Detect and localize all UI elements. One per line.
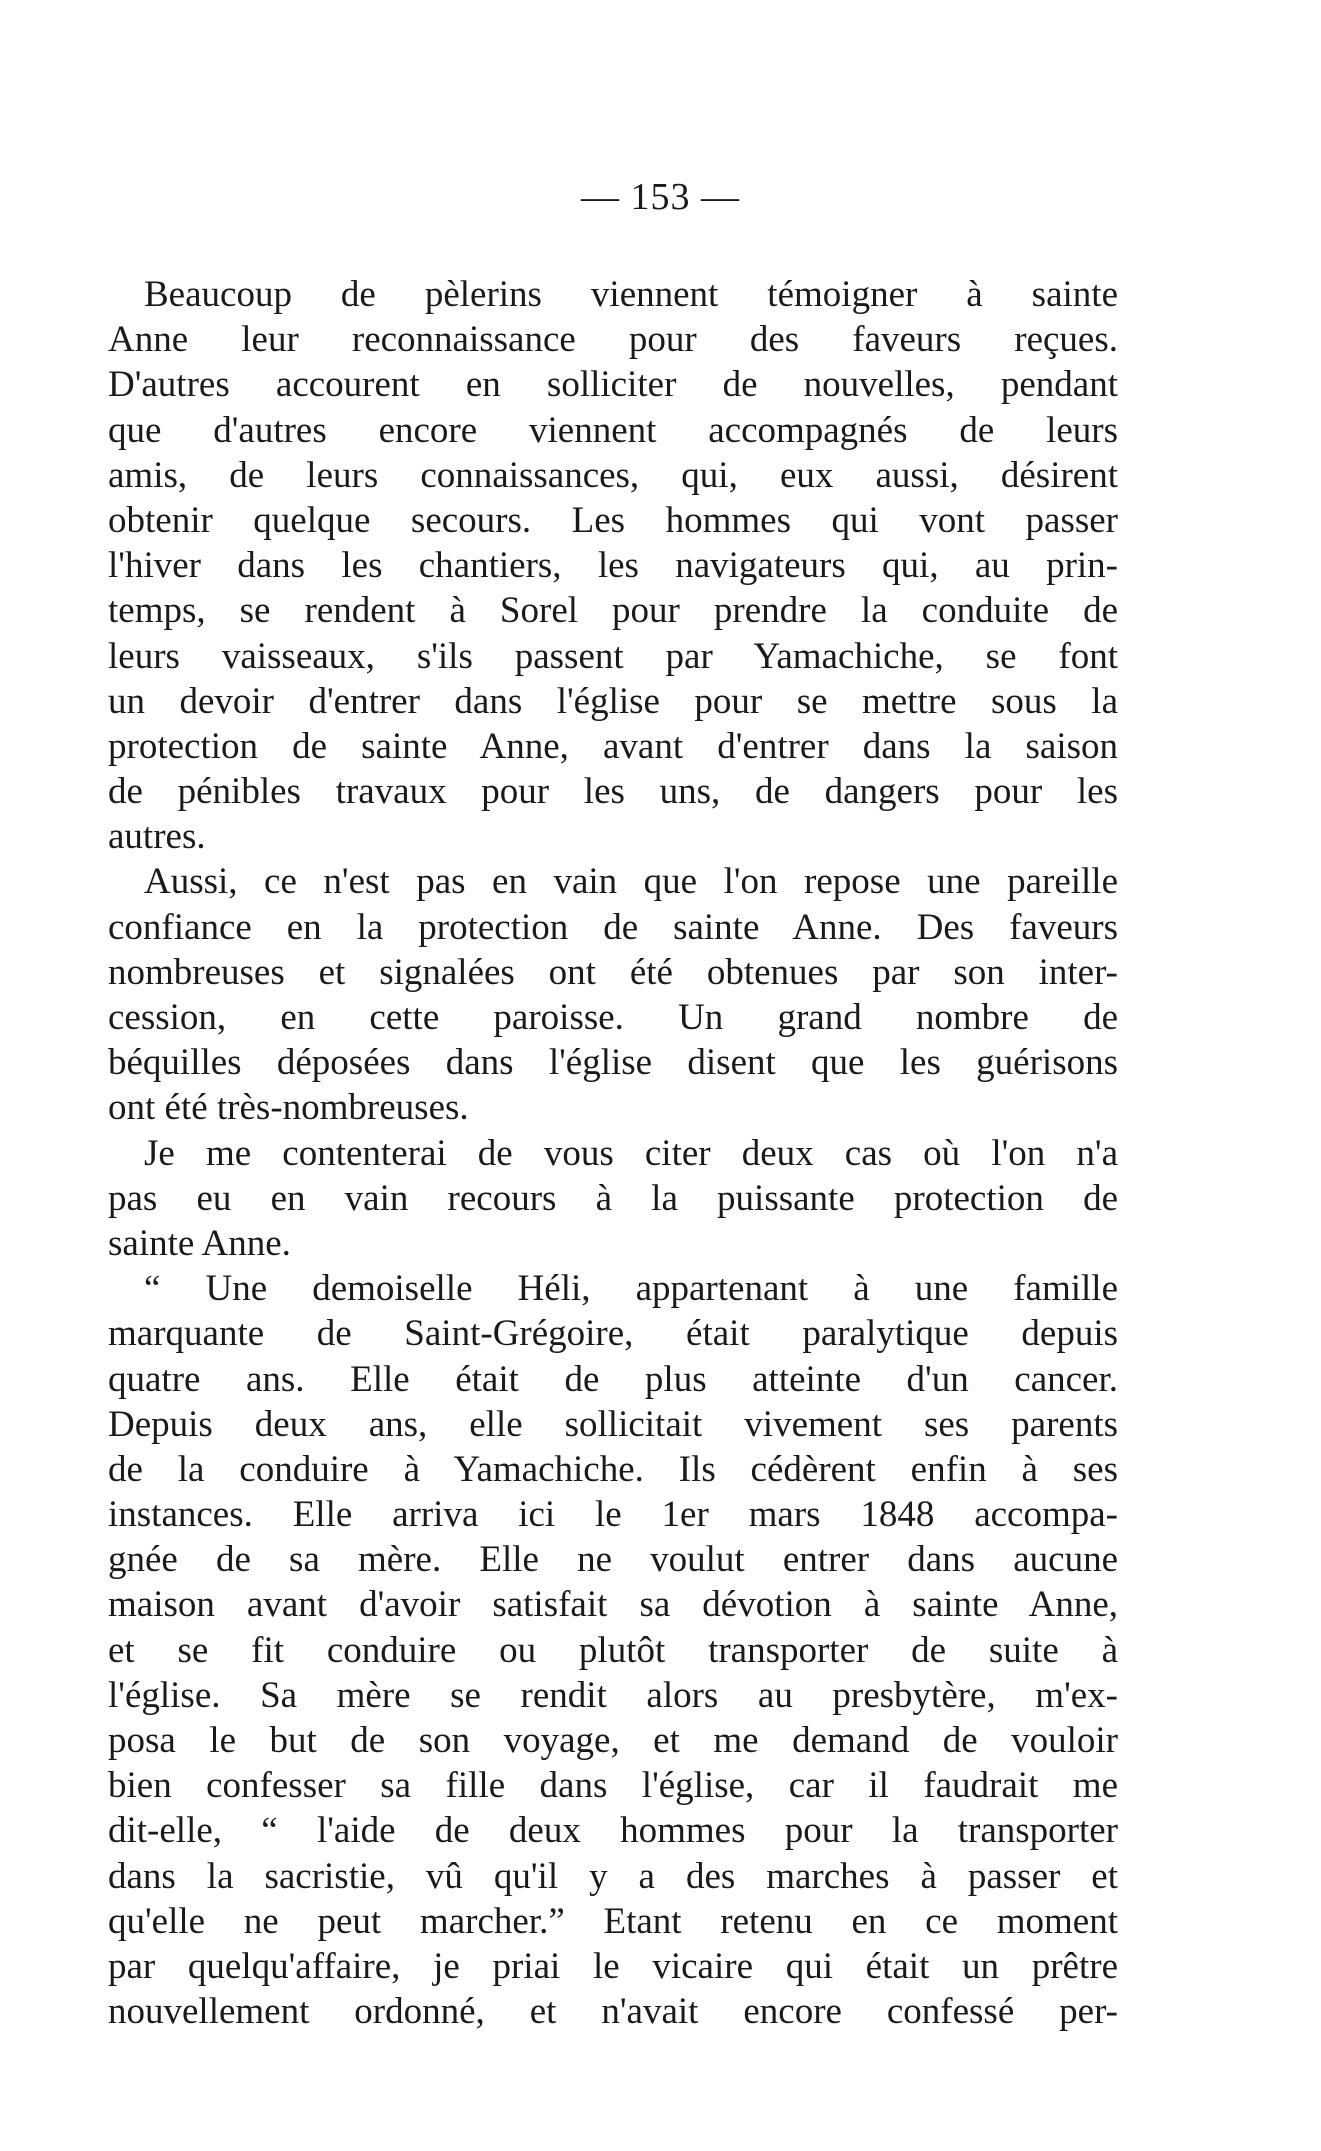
text-line: nombreuses et signalées ont été obtenues par son inter-	[108, 951, 1118, 993]
text-line: Je me contenterai de vous citer deux cas où l'on n'a	[144, 1132, 1118, 1174]
text-line: bien confesser sa fille dans l'église, car il faudrait me	[108, 1765, 1118, 1807]
text-line: Anne leur reconnaissance pour des faveurs reçues.	[108, 319, 1118, 361]
text-line: posa le but de son voyage, et me demand de vouloir	[108, 1720, 1118, 1761]
body-text	[108, 272, 1118, 2034]
text-line: leurs vaisseaux, s'ils passent par Yamachiche, se font	[108, 635, 1118, 677]
text-line: quatre ans. Elle était de plus atteinte d'un cancer.	[108, 1358, 1118, 1400]
text-line: obtenir quelque secours. Les hommes qui vont passer	[108, 499, 1118, 541]
text-line: l'hiver dans les chantiers, les navigateurs qui, au prin-	[108, 545, 1118, 587]
text-line: que d'autres encore viennent accompagnés de leurs	[108, 409, 1118, 451]
text-line: l'église. Sa mère se rendit alors au presbytère, m'ex-	[108, 1674, 1118, 1716]
text-line: marquante de Saint-Grégoire, était paralytique depuis	[108, 1313, 1118, 1355]
text-line: Beaucoup de pèlerins viennent témoigner à sainte	[144, 274, 1118, 315]
text-line: béquilles déposées dans l'église disent que les guérisons	[108, 1042, 1118, 1084]
text-line: protection de sainte Anne, avant d'entrer dans la saison	[108, 725, 1118, 767]
text-line: maison avant d'avoir satisfait sa dévotion à sainte Anne,	[108, 1584, 1118, 1626]
text-line: temps, se rendent à Sorel pour prendre la conduite de	[108, 590, 1118, 632]
text-line: un devoir d'entrer dans l'église pour se mettre sous la	[108, 680, 1118, 722]
text-line: gnée de sa mère. Elle ne voulut entrer dans aucune	[108, 1539, 1118, 1581]
text-line: Aussi, ce n'est pas en vain que l'on repose une pareille	[144, 861, 1118, 903]
text-line: dit-elle, “ l'aide de deux hommes pour la transporter	[108, 1810, 1118, 1852]
text-line: et se fit conduire ou plutôt transporter de suite à	[108, 1629, 1118, 1671]
text-line: ont été très-nombreuses.	[108, 1087, 469, 1129]
text-line: sainte Anne.	[108, 1222, 291, 1264]
text-line: Depuis deux ans, elle sollicitait vivement ses parents	[108, 1403, 1118, 1445]
text-line: par quelqu'affaire, je priai le vicaire qui était un prêtre	[108, 1945, 1118, 1987]
text-line: autres.	[108, 816, 206, 858]
text-line: dans la sacristie, vû qu'il y a des marches à passer et	[108, 1855, 1118, 1897]
text-line: “ Une demoiselle Héli, appartenant à une famille	[144, 1268, 1118, 1310]
text-line: qu'elle ne peut marcher.” Etant retenu en ce moment	[108, 1900, 1118, 1942]
text-line: D'autres accourent en solliciter de nouvelles, pendant	[108, 364, 1118, 406]
text-line: confiance en la protection de sainte Anne. Des faveurs	[108, 906, 1118, 948]
text-line: cession, en cette paroisse. Un grand nombre de	[108, 997, 1118, 1038]
text-line: instances. Elle arriva ici le 1er mars 1848 accompa-	[108, 1494, 1118, 1536]
text-line: nouvellement ordonné, et n'avait encore confessé per-	[108, 1991, 1118, 2033]
text-line: amis, de leurs connaissances, qui, eux aussi, désirent	[108, 454, 1118, 496]
text-line: de pénibles travaux pour les uns, de dangers pour les	[108, 771, 1118, 813]
text-line: de la conduire à Yamachiche. Ils cédèrent enfin à ses	[108, 1448, 1118, 1490]
page-number: — 153 —	[581, 176, 740, 218]
text-line: pas eu en vain recours à la puissante protection de	[108, 1177, 1118, 1219]
